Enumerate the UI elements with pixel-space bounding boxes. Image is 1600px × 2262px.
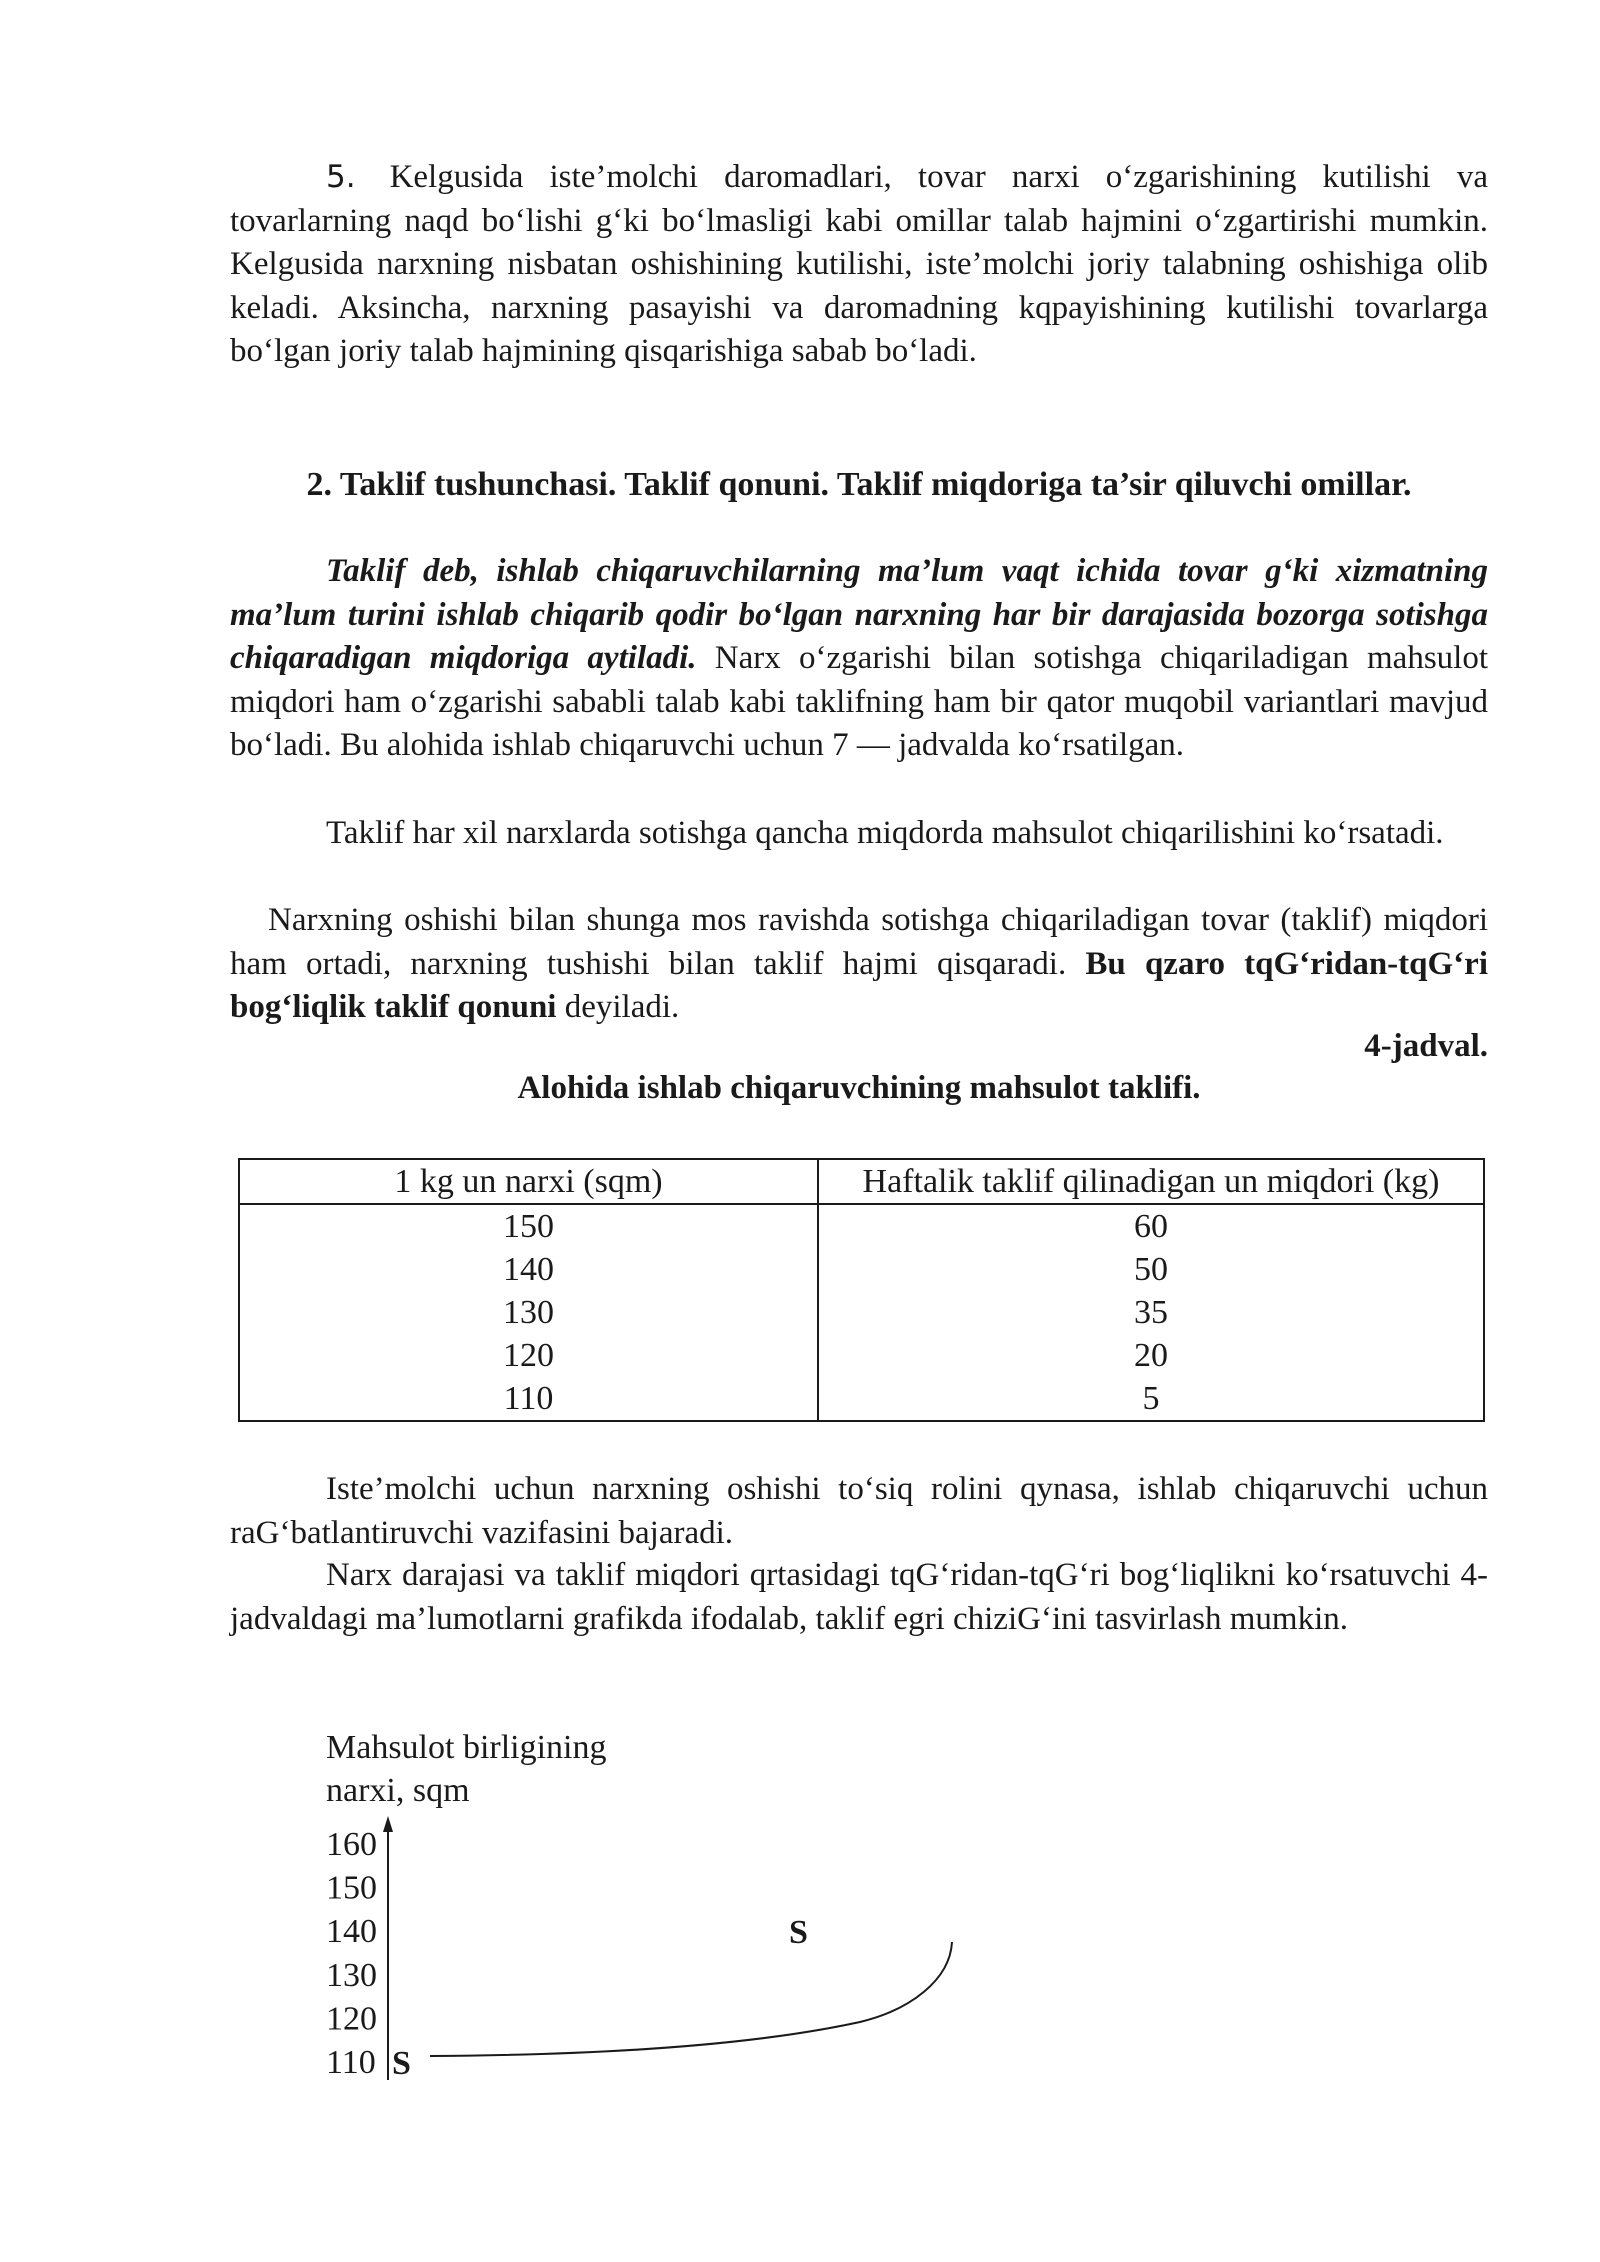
y-axis-arrow-icon [383, 1816, 393, 1832]
table-label: 4-jadval. [1364, 1028, 1488, 1064]
curve-label-s-start: S [392, 2045, 411, 2082]
supply-definition: Taklif deb, ishlab chiqaruvchilarning ma’lum vaqt ichida tovar g‘ki xizmatning ma’lum turini ishlab chiqarib qodir bo‘lgan narxning har bir darajasida bozorga sotishga chiqaradigan miqdoriga aytiladi. [230, 553, 1488, 676]
paragraph-number: 5. [326, 159, 356, 195]
y-tick-label: 160 [326, 1826, 377, 1863]
supply-law-text: Narxning oshishi bilan shunga mos ravishda sotishga chiqariladigan tovar (taklif) miqdori ham ortadi, narxning tushishi bilan taklif hajmi qisqaradi. [230, 902, 1488, 982]
consumer-paragraph: Iste’molchi uchun narxning oshishi to‘siq rolini qynasa, ishlab chiqaruvchi uchun raG‘batlantiruvchi vazifasini bajaradi. [230, 1471, 1488, 1551]
section-heading: 2. Taklif tushunchasi. Taklif qonuni. Taklif miqdoriga ta’sir qiluvchi omillar. [306, 466, 1412, 503]
table-caption: Alohida ishlab chiqaruvchining mahsulot taklifi. [517, 1070, 1201, 1106]
chart-ylabel-line1: Mahsulot birligining [326, 1729, 607, 1766]
table-header-quantity: Haftalik taklif qilinadigan un miqdori (kg) [818, 1159, 1484, 1204]
table-cell-price: 120 [239, 1334, 818, 1377]
table-cell-price: 110 [239, 1377, 818, 1421]
table-cell-quantity: 50 [818, 1248, 1484, 1291]
curve-label-s-end: S [789, 1914, 808, 1951]
table-cell-quantity: 35 [818, 1291, 1484, 1334]
table-cell-price: 150 [239, 1204, 818, 1248]
table-header-price: 1 kg un narxi (sqm) [239, 1159, 818, 1204]
table-cell-quantity: 5 [818, 1377, 1484, 1421]
supply-shows-paragraph: Taklif har xil narxlarda sotishga qancha miqdorda mahsulot chiqarilishini ko‘rsatadi. [326, 815, 1444, 851]
y-tick-label: 130 [326, 1956, 377, 1994]
table-cell-price: 130 [239, 1291, 818, 1334]
table-cell-price: 140 [239, 1248, 818, 1291]
supply-law-bold: Bu qzaro tqG‘ridan-tqG‘ri bog‘liqlik taklif qonuni [230, 945, 1488, 1025]
supply-law-end: deyiladi. [556, 989, 680, 1025]
y-tick-label: 150 [326, 1869, 377, 1907]
chart-ylabel-line2: narxi, sqm [326, 1772, 470, 1809]
supply-curve [430, 1942, 952, 2056]
graph-paragraph: Narx darajasi va taklif miqdori qrtasidagi tqG‘ridan-tqG‘ri bog‘liqlikni ko‘rsatuvchi 4-jadvaldagi ma’lumotlarni grafikda ifodalab, taklif egri chiziG‘ini tasvirlash mumkin. [230, 1557, 1488, 1637]
table-cell-quantity: 60 [818, 1204, 1484, 1248]
y-tick-label: 140 [326, 1913, 377, 1951]
supply-definition-rest: Narx o‘zgarishi bilan sotishga chiqariladigan mahsulot miqdori ham o‘zgarishi sababli talab kabi taklifning ham bir qator muqobil variantlari mavjud bo‘ladi. Bu alohida ishlab chiqaruvchi uchun 7 — jadvalda ko‘rsatilgan. [230, 640, 1488, 763]
table-cell-quantity: 20 [818, 1334, 1484, 1377]
y-tick-label: 110 [326, 2044, 376, 2081]
paragraph-5-text: Kelgusida iste’molchi daromadlari, tovar narxi o‘zgarishining kutilishi va tovarlarning naqd bo‘lishi g‘ki bo‘lmasligi kabi omillar talab hajmini o‘zgartirishi mumkin. Kelgusida narxning nisbatan oshishining kutilishi, iste’molchi joriy talabning oshishiga olib keladi. Aksincha, narxning pasayishi va daromadning kqpayishining kutilishi tovarlarga bo‘lgan joriy talab hajmining qisqarishiga sabab bo‘ladi. [230, 159, 1488, 369]
y-tick-label: 120 [326, 2000, 377, 2038]
